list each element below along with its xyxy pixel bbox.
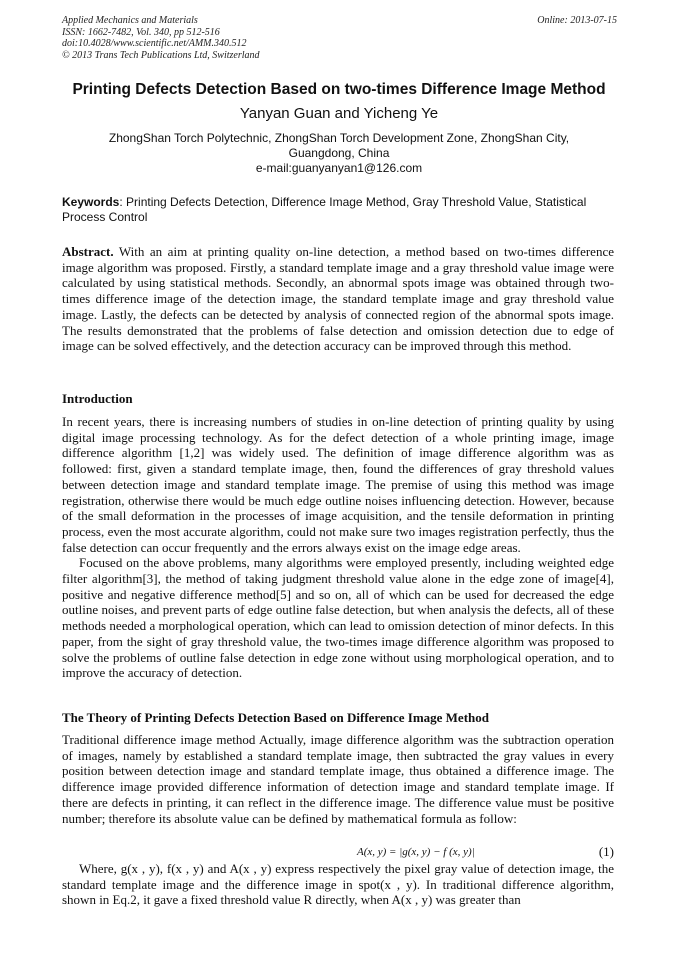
introduction-heading: Introduction bbox=[62, 391, 133, 406]
keywords-text: : Printing Defects Detection, Difference Image Method, Gray Threshold Value, Statistical Process Control bbox=[62, 195, 587, 224]
affiliation-line-2: Guangdong, China bbox=[288, 146, 390, 160]
equation-number: (1) bbox=[598, 844, 614, 859]
theory-heading: The Theory of Printing Defects Detection Based on Difference Image Method bbox=[62, 710, 489, 725]
introduction-body bbox=[62, 414, 614, 681]
abstract-label: Abstract. bbox=[62, 244, 114, 259]
keywords bbox=[62, 195, 614, 225]
theory-paragraph-1: Traditional difference image method Actually, image difference algorithm was the subtraction operation of images, namely by established a standard template image, then subtracted the gray values in every position between detection image and standard template image, thus obtained a difference image. The difference image provided difference information of detection image and standard template image. If there are defects in printing, it can reflect in the difference image. The difference value must be positive number; therefore its absolute value can be defined by mathematical formula as follow: bbox=[62, 732, 614, 826]
paper-title: Printing Defects Detection Based on two-times Difference Image Method bbox=[72, 81, 606, 98]
doi-line: doi:10.4028/www.scientific.net/AMM.340.512 bbox=[62, 38, 247, 49]
theory-paragraph-2: Where, g(x , y), f(x , y) and A(x , y) express respectively the pixel gray value of detection image, the standard template image and the difference image in spot(x , y). In traditional difference algorithm, shown in Eq.2, it gave a fixed threshold value R directly, when A(x , y) was greater than bbox=[62, 861, 614, 908]
abstract bbox=[62, 244, 614, 354]
affiliation-line-1: ZhongShan Torch Polytechnic, ZhongShan Torch Development Zone, ZhongShan City, bbox=[108, 131, 570, 145]
author-email: e-mail:guanyanyan1@126.com bbox=[255, 161, 423, 175]
introduction-paragraph-2: Focused on the above problems, many algorithms were employed presently, including weighted edge filter algorithm[3], the method of taking judgment threshold value alone in the edge zone of image[4], positive and negative difference method[5] and so on, all of which can be used for decreased the edge outline noises, and prevent parts of edge outline false detection, but when analysis the defects, all of these methods needed a morphological operation, which can lead to omission detection of minor defects. In this paper, from the sight of gray threshold value, the two-times image difference algorithm was proposed to solve the problems of outline false detection in edge zone without using morphological operation, and to improve the accuracy of detection. bbox=[62, 555, 614, 681]
affiliation bbox=[80, 131, 598, 176]
abstract-text: With an aim at printing quality on-line detection, a method based on two-times difference image algorithm was proposed. Firstly, a standard template image and a gray threshold value image were calculated by using statistical methods. Secondly, an abnormal spots image was obtained through two-times difference image of the detection image, the standard template image and gray threshold value image. Lastly, the defects can be detected by analysis of connected region of the abnormal spots image. The results demonstrated that the problems of false detection and omission detection due to edge of image can be solved effectively, and the detection accuracy can be improved through this method. bbox=[62, 244, 614, 354]
introduction-paragraph-1: In recent years, there is increasing numbers of studies in on-line detection of printing quality by using digital image processing technology. As for the defect detection of a whole printing image, image difference algorithm [1,2] was widely used. The definition of image difference algorithm was as followed: first, given a standard template image, then, found the differences of gray threshold values between detection image and standard template image. The premise of using this method was image registration, otherwise there would be much edge outline noises influencing detection. However, because of the small deformation in the processes of image acquisition, and the tensile deformation in printing process, even the most accurate algorithm, could not make sure two images registration perfectly, thus the false detection can occur frequently and the errors always exist on the image edge areas. bbox=[62, 414, 614, 555]
copyright-line: © 2013 Trans Tech Publications Ltd, Switzerland bbox=[62, 49, 260, 61]
keywords-label: Keywords bbox=[62, 195, 120, 209]
equation-formula: A(x, y) = |g(x, y) − f (x, y)| bbox=[357, 846, 475, 858]
issn-line: ISSN: 1662-7482, Vol. 340, pp 512-516 bbox=[62, 26, 220, 38]
online-date: Online: 2013-07-15 bbox=[537, 15, 617, 26]
journal-name: Applied Mechanics and Materials bbox=[62, 15, 198, 26]
journal-header bbox=[62, 15, 617, 61]
equation-1 bbox=[62, 844, 614, 860]
paper-authors: Yanyan Guan and Yicheng Ye bbox=[239, 105, 439, 122]
